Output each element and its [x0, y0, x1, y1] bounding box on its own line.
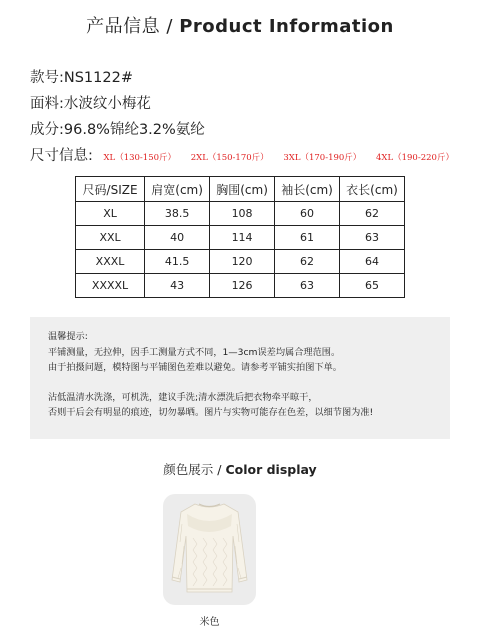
model-number: 款号:NS1122#	[30, 70, 133, 86]
notice-spacer	[48, 376, 432, 390]
page-title	[0, 12, 480, 38]
table-cell: XXXL	[76, 250, 145, 274]
title-en: Product Information	[179, 16, 394, 37]
size-option-2xl: 2XL（150-170斤）	[190, 153, 269, 163]
table-cell: 43	[145, 274, 210, 298]
size-info-label: 尺寸信息:	[30, 148, 93, 164]
table-cell: 61	[275, 226, 340, 250]
table-cell: 63	[275, 274, 340, 298]
table-cell: XL	[76, 202, 145, 226]
notice-line: 否则干后会有明显的痕迹，切勿暴晒。图片与实物可能存在色差，以细节图为准!	[48, 407, 374, 418]
size-option-xl: XL（130-150斤）	[103, 153, 177, 163]
size-option-3xl: 3XL（170-190斤）	[283, 153, 362, 163]
table-header: 尺码/SIZE	[76, 177, 145, 202]
notice-line: 平铺测量，无拉伸，因手工测量方式不同，1—3cm误差均属合理范围。	[48, 346, 341, 358]
table-cell: 126	[210, 274, 275, 298]
fabric-info: 面料:水波纹小梅花	[30, 96, 151, 112]
table-cell: 65	[340, 274, 405, 298]
sweater-image	[163, 494, 256, 605]
table-header: 袖长(cm)	[275, 177, 340, 202]
table-row	[76, 274, 405, 298]
table-header: 衣长(cm)	[340, 177, 405, 202]
size-table	[75, 176, 405, 298]
size-list	[104, 153, 466, 163]
table-cell: 38.5	[145, 202, 210, 226]
notice-box	[30, 317, 450, 439]
table-cell: 108	[210, 202, 275, 226]
table-cell: XXXXL	[76, 274, 145, 298]
table-cell: 41.5	[145, 250, 210, 274]
table-cell: 120	[210, 250, 275, 274]
title-cn: 产品信息 /	[86, 16, 180, 37]
size-option-4xl: 4XL（190-220斤）	[376, 153, 454, 163]
table-row	[76, 202, 405, 226]
swatch-label: 米色	[199, 617, 220, 628]
composition-info: 成分:96.8%锦纶3.2%氨纶	[30, 122, 205, 138]
table-cell: 63	[340, 226, 405, 250]
table-cell: 62	[340, 202, 405, 226]
size-info	[30, 144, 466, 165]
table-cell: 60	[275, 202, 340, 226]
color-display-en: Color display	[225, 462, 317, 477]
notice-line: 沾低温清水洗涤，可机洗，建议手洗;清水漂洗后把衣物牵平晾干，	[48, 391, 318, 403]
table-cell: 40	[145, 226, 210, 250]
color-display-cn: 颜色展示 /	[163, 462, 226, 477]
table-cell: 114	[210, 226, 275, 250]
table-header-row	[76, 177, 405, 202]
table-cell: 62	[275, 250, 340, 274]
table-cell: XXL	[76, 226, 145, 250]
notice-line: 由于拍摄问题，模特图与平铺图色差难以避免。请参考平铺实拍图下单。	[48, 362, 342, 373]
table-row	[76, 226, 405, 250]
color-display-title	[0, 460, 480, 478]
table-header: 胸围(cm)	[210, 177, 275, 202]
table-header: 肩宽(cm)	[145, 177, 210, 202]
table-row	[76, 250, 405, 274]
notice-title: 温馨提示:	[48, 331, 88, 342]
color-swatch-beige[interactable]	[163, 494, 256, 605]
table-cell: 64	[340, 250, 405, 274]
